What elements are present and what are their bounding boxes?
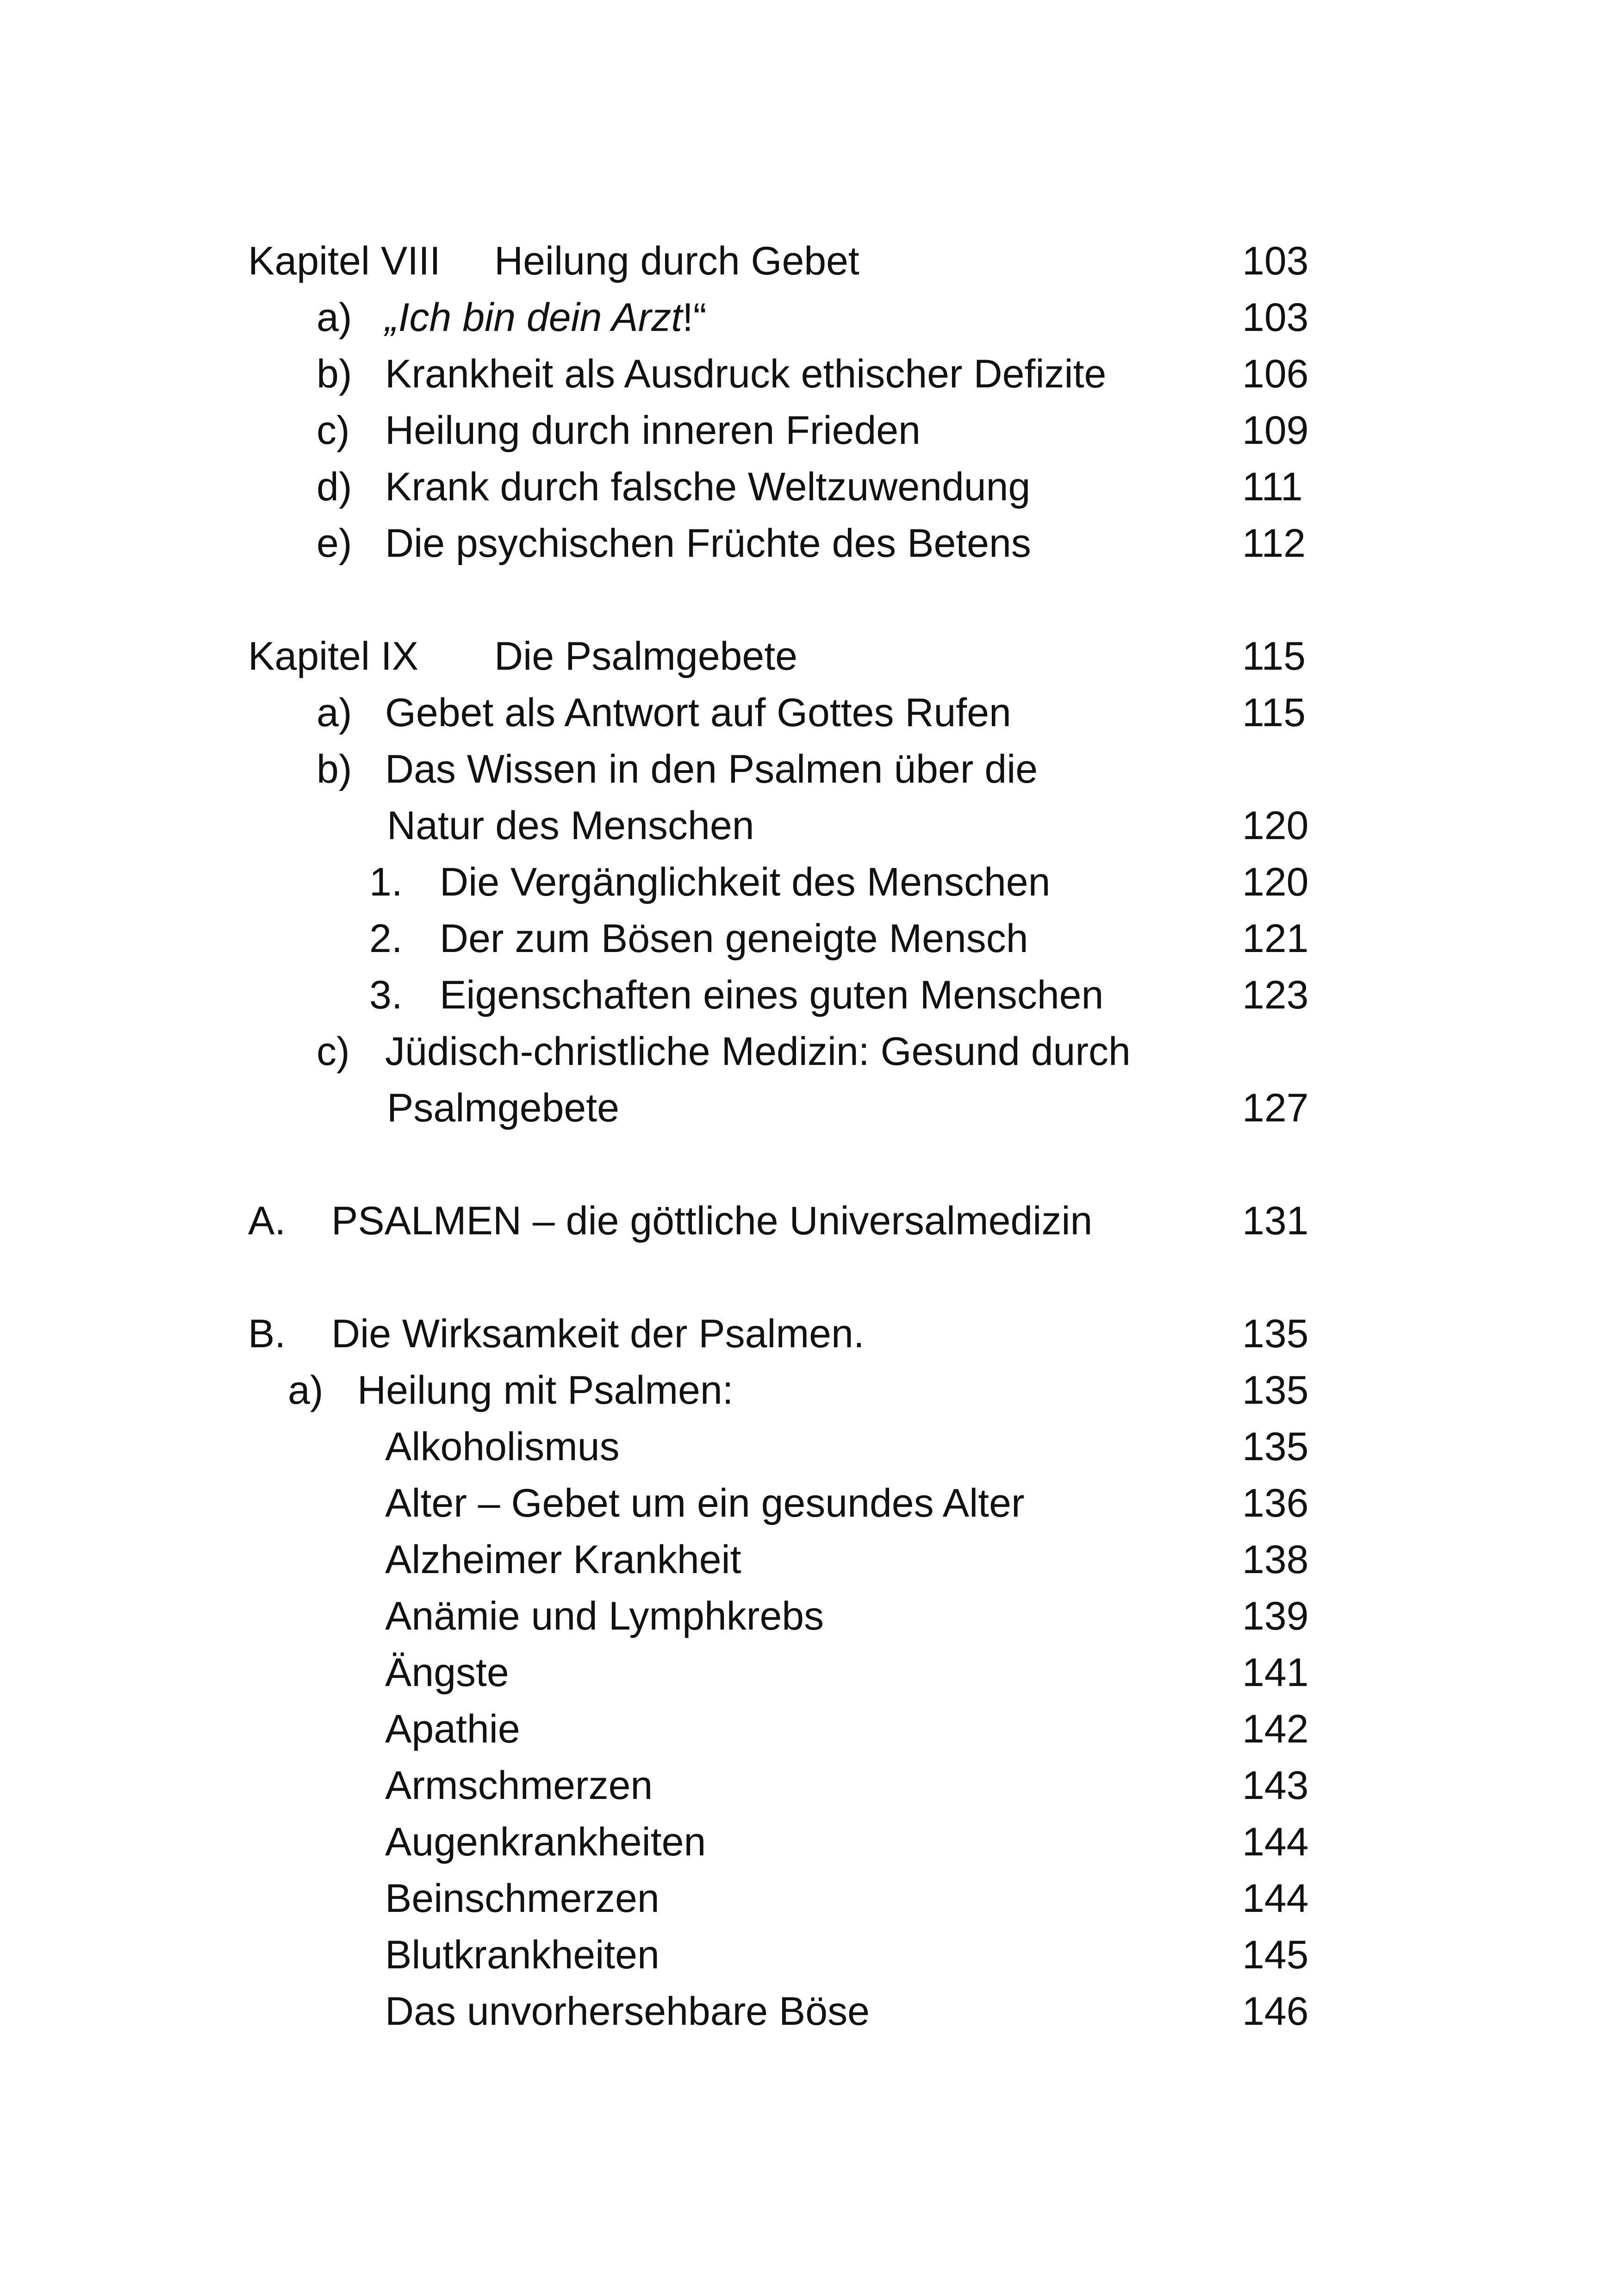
entry-title: Alkoholismus: [385, 1425, 620, 1469]
page-number: 131: [1242, 1199, 1309, 1243]
toc-chapter-ix: [248, 628, 1331, 684]
entry-title: Alzheimer Krankheit: [385, 1537, 741, 1582]
entry-letter: a): [317, 295, 352, 340]
toc-section-b: [248, 1306, 1331, 1362]
chapter-title: Die Psalmgebete: [494, 634, 797, 678]
page-number: 143: [1242, 1763, 1309, 1808]
page-number: 115: [1242, 691, 1306, 735]
page-number: 120: [1242, 803, 1309, 848]
entry-title: Das unvorhersehbare Böse: [385, 1989, 870, 2034]
entry-title: Die Vergänglichkeit des Menschen: [440, 860, 1051, 904]
toc-entry-continuation: [248, 797, 1331, 854]
entry-letter: c): [317, 1029, 350, 1074]
entry-number: 2.: [369, 916, 403, 961]
toc-entry: [248, 402, 1331, 459]
toc-subsection: [248, 1362, 1331, 1419]
entry-title: Ängste: [385, 1650, 509, 1695]
entry-title: Gebet als Antwort auf Gottes Rufen: [385, 691, 1011, 735]
page-number: 111: [1242, 465, 1303, 509]
table-of-contents: [248, 233, 1331, 2040]
entry-title-tail: !“: [682, 295, 707, 340]
entry-letter: c): [317, 408, 350, 453]
page-number: 145: [1242, 1933, 1309, 1977]
section-letter: A.: [248, 1199, 286, 1243]
entry-title-line2: Natur des Menschen: [387, 803, 754, 848]
toc-list-item: [248, 1983, 1331, 2040]
section-title: Die Wirksamkeit der Psalmen.: [331, 1312, 865, 1356]
entry-title: Der zum Bösen geneigte Mensch: [440, 916, 1028, 961]
toc-entry: [248, 289, 1331, 346]
page-number: 109: [1242, 408, 1309, 453]
toc-list-item: [248, 1757, 1331, 1814]
entry-letter: a): [288, 1368, 324, 1412]
page-number: 135: [1242, 1368, 1309, 1412]
page-number: 141: [1242, 1650, 1309, 1695]
toc-chapter-viii: [248, 233, 1331, 289]
toc-entry: [248, 1023, 1331, 1080]
page-number: 115: [1242, 634, 1306, 678]
page-number: 139: [1242, 1594, 1309, 1638]
chapter-label: Kapitel VIII: [248, 239, 441, 283]
toc-entry: [248, 684, 1331, 741]
toc-list-item: [248, 1588, 1331, 1644]
toc-entry: [248, 346, 1331, 402]
toc-list-item: [248, 1927, 1331, 1983]
entry-title: Beinschmerzen: [385, 1876, 660, 1921]
page-number: 136: [1242, 1481, 1309, 1525]
toc-entry-continuation: [248, 1080, 1331, 1136]
entry-title: Alter – Gebet um ein gesundes Alter: [385, 1481, 1025, 1525]
toc-list-item: [248, 1419, 1331, 1475]
entry-letter: b): [317, 747, 352, 791]
entry-title-line2: Psalmgebete: [387, 1086, 619, 1130]
entry-title: Blutkrankheiten: [385, 1933, 660, 1977]
section-letter: B.: [248, 1312, 286, 1356]
page-number: 127: [1242, 1086, 1309, 1130]
page-number: 103: [1242, 239, 1309, 283]
toc-list-item: [248, 1531, 1331, 1588]
toc-list-item: [248, 1475, 1331, 1531]
toc-section-a: [248, 1193, 1331, 1249]
page-number: 144: [1242, 1876, 1309, 1921]
toc-list-item: [248, 1701, 1331, 1757]
entry-title: Krankheit als Ausdruck ethischer Defizite: [385, 352, 1107, 396]
entry-title: Heilung mit Psalmen:: [357, 1368, 734, 1412]
page-number: 106: [1242, 352, 1309, 396]
entry-title: Heilung durch inneren Frieden: [385, 408, 921, 453]
entry-letter: e): [317, 521, 352, 566]
page-number: 144: [1242, 1820, 1309, 1864]
toc-entry: [248, 459, 1331, 515]
entry-title-line1: Jüdisch-christliche Medizin: Gesund durch: [385, 1029, 1131, 1074]
entry-title: Eigenschaften eines guten Menschen: [440, 973, 1104, 1017]
entry-letter: d): [317, 465, 352, 509]
page-number: 121: [1242, 916, 1309, 961]
toc-numbered-entry: [248, 967, 1331, 1023]
page-number: 135: [1242, 1425, 1309, 1469]
entry-title: Krank durch falsche Weltzuwendung: [385, 465, 1031, 509]
chapter-label: Kapitel IX: [248, 634, 419, 678]
chapter-title: Heilung durch Gebet: [494, 239, 859, 283]
toc-list-item: [248, 1870, 1331, 1927]
spacer: [248, 572, 1331, 628]
entry-number: 3.: [369, 973, 403, 1017]
entry-letter: a): [317, 691, 352, 735]
toc-entry: [248, 515, 1331, 572]
entry-number: 1.: [369, 860, 403, 904]
page-number: 103: [1242, 295, 1309, 340]
toc-list-item: [248, 1814, 1331, 1870]
spacer: [248, 1249, 1331, 1306]
toc-entry: [248, 741, 1331, 797]
page-number: 138: [1242, 1537, 1309, 1582]
toc-numbered-entry: [248, 910, 1331, 967]
entry-title: [385, 289, 707, 346]
page-number: 142: [1242, 1707, 1309, 1751]
entry-title: Anämie und Lymphkrebs: [385, 1594, 824, 1638]
spacer: [248, 1136, 1331, 1193]
page-number: 112: [1242, 521, 1306, 566]
page-number: 146: [1242, 1989, 1309, 2034]
toc-numbered-entry: [248, 854, 1331, 910]
section-title: PSALMEN – die göttliche Universalmedizin: [331, 1199, 1093, 1243]
entry-title: Die psychischen Früchte des Betens: [385, 521, 1031, 566]
entry-title-italic: „Ich bin dein Arzt: [385, 295, 683, 340]
page-number: 135: [1242, 1312, 1309, 1356]
page-number: 120: [1242, 860, 1309, 904]
toc-list-item: [248, 1644, 1331, 1701]
entry-title-line1: Das Wissen in den Psalmen über die: [385, 747, 1038, 791]
page-number: 123: [1242, 973, 1309, 1017]
entry-title: Augenkrankheiten: [385, 1820, 706, 1864]
entry-title: Armschmerzen: [385, 1763, 653, 1808]
entry-title: Apathie: [385, 1707, 520, 1751]
entry-letter: b): [317, 352, 352, 396]
